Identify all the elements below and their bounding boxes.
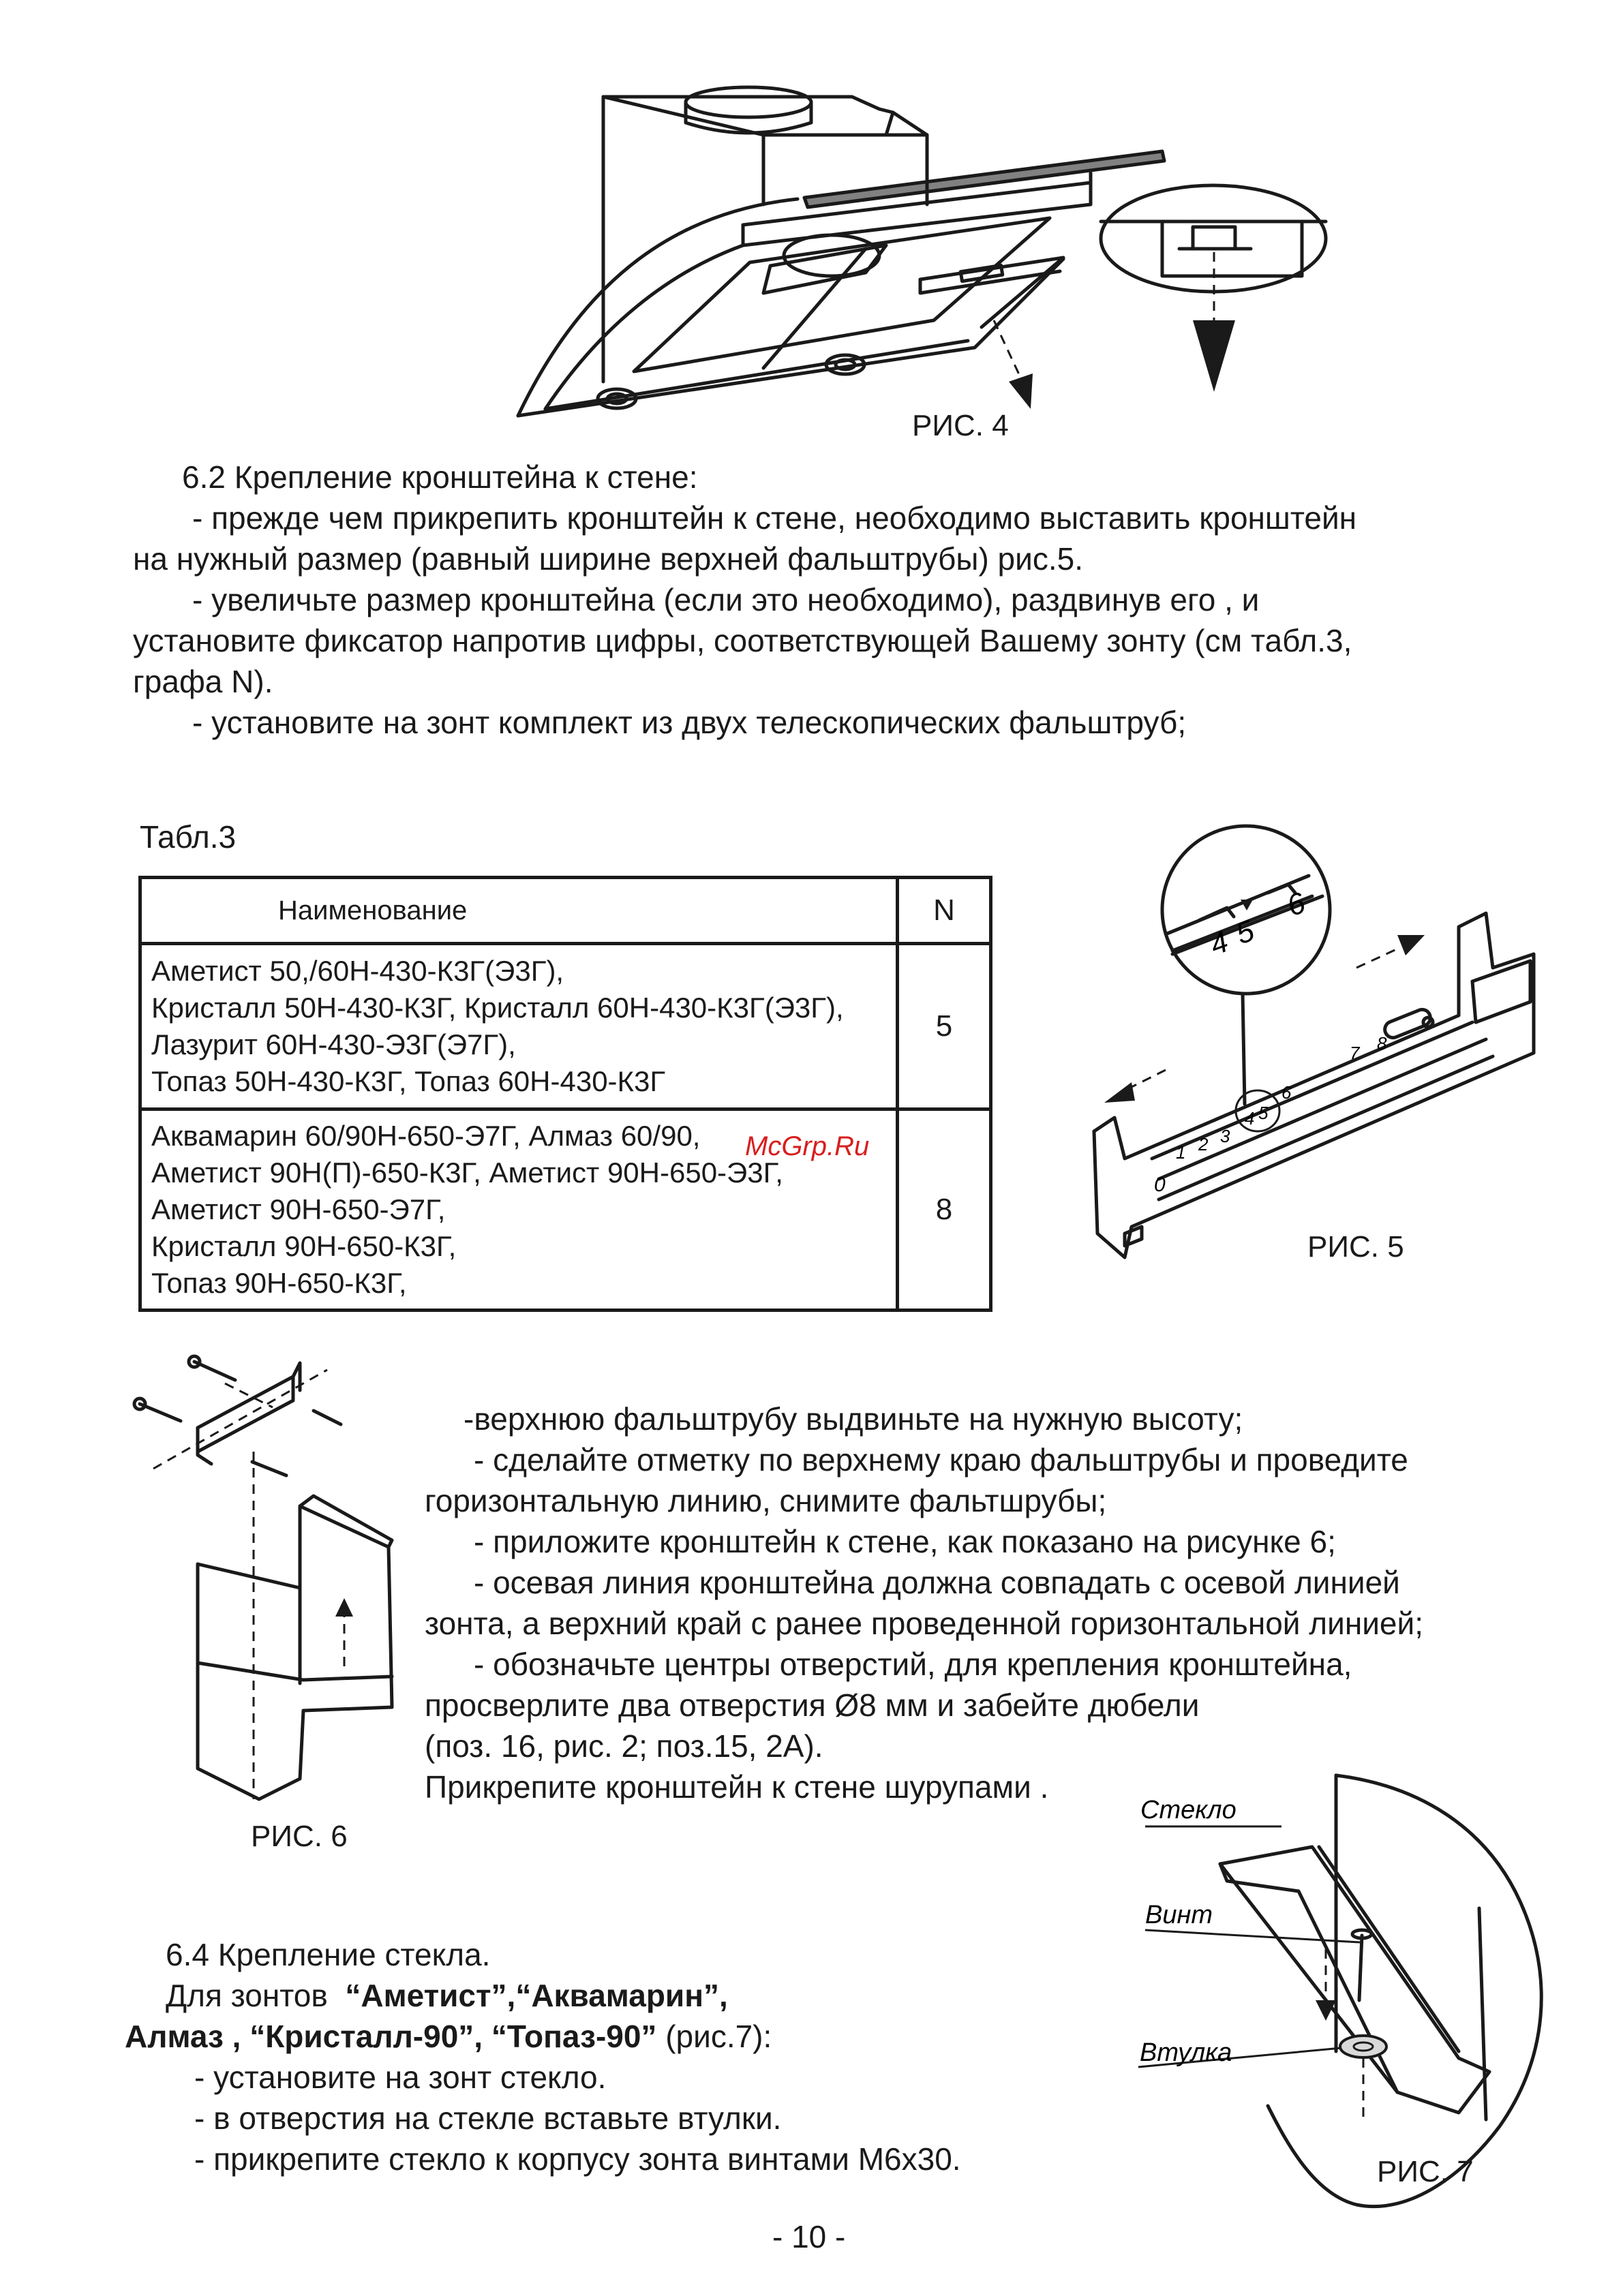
section-6-4-step-1: - установите на зонт стекло. xyxy=(194,2060,607,2095)
fig5-scale-digit-4: 4 xyxy=(1245,1108,1255,1129)
row-1-name-1: Аметист 50,/60Н-430-К3Г(Э3Г), xyxy=(151,955,564,987)
row-2-name-1: Аквамарин 60/90Н-650-Э7Г, Алмаз 60/90, xyxy=(151,1120,701,1152)
section-6-3-line-2: - сделайте отметку по верхнему краю фальштрубы и проведите xyxy=(474,1442,1408,1478)
section-6-4-models xyxy=(125,2016,772,2057)
section-6-4-step-3: - прикрепите стекло к корпусу зонта винтами М6х30. xyxy=(194,2141,961,2177)
fig7-label-glass: Стекло xyxy=(1140,1796,1237,1824)
section-6-3-line-6: зонта, а верхний край с ранее проведенной горизонтальной линией; xyxy=(425,1606,1423,1641)
fig5-scale-digit-2: 2 xyxy=(1198,1134,1209,1154)
section-6-2-line-4: установите фиксатор напротив цифры, соответствующей Вашему зонту (см табл.3, xyxy=(133,623,1352,658)
table-3-caption: Табл.3 xyxy=(140,819,237,855)
section-6-2-line-6: - установите на зонт комплект из двух телескопических фальштруб; xyxy=(192,705,1187,740)
section-6-4-step-2: - в отверстия на стекле вставьте втулки. xyxy=(194,2100,782,2136)
page-number: - 10 - xyxy=(772,2219,846,2254)
section-6-3-line-9: (поз. 16, рис. 2; поз.15, 2А). xyxy=(425,1728,823,1764)
section-6-4-title: 6.4 Крепление стекла. xyxy=(166,1937,491,1972)
section-6-2-line-2: на нужный размер (равный ширине верхней фальштрубы) рис.5. xyxy=(133,541,1083,577)
section-6-3-line-7: - обозначьте центры отверстий, для крепления кронштейна, xyxy=(474,1647,1352,1682)
fig5-scale-digit-7: 7 xyxy=(1350,1043,1360,1063)
row-1-name-4: Топаз 50Н-430-К3Г, Топаз 60Н-430-К3Г xyxy=(151,1065,666,1097)
section-6-2-line-3: - увеличьте размер кронштейна (если это необходимо), раздвинув его , и xyxy=(192,582,1260,617)
fig5-scale-digit-3: 3 xyxy=(1220,1126,1230,1146)
section-6-3-line-5: - осевая линия кронштейна должна совпадать с осевой линией xyxy=(474,1565,1400,1600)
fig5-scale-digit-8: 8 xyxy=(1377,1033,1387,1054)
intro-prefix: Для зонтов xyxy=(166,1978,328,2013)
section-6-2-title: 6.2 Крепление кронштейна к стене: xyxy=(182,459,698,495)
fig5-zoom-digit-4: 4 xyxy=(1205,924,1233,962)
fig5-scale-digit-0: 0 xyxy=(1154,1174,1166,1196)
fig5-scale-digit-6: 6 xyxy=(1281,1082,1292,1103)
row-2-name-4: Кристалл 90Н-650-К3Г, xyxy=(151,1230,457,1262)
fig7-label-bushing: Втулка xyxy=(1140,2038,1232,2067)
row-2-name-3: Аметист 90Н-650-Э7Г, xyxy=(151,1193,446,1225)
row-1-n: 5 xyxy=(898,944,991,1109)
figure-6-caption: РИС. 6 xyxy=(251,1820,348,1853)
row-2-name-2: Аметист 90Н(П)-650-К3Г, Аметист 90Н-650-Э3Г, xyxy=(151,1157,783,1189)
section-6-3-line-10: Прикрепите кронштейн к стене шурупами . xyxy=(425,1769,1049,1805)
row-1-name-3: Лазурит 60Н-430-Э3Г(Э7Г), xyxy=(151,1028,516,1060)
intro-models-line-2: Алмаз , “Кристалл-90”, “Топаз-90” xyxy=(125,2019,657,2054)
row-2-n: 8 xyxy=(898,1109,991,1311)
section-6-2-line-5: графа N). xyxy=(133,664,273,699)
header-name: Наименование xyxy=(140,878,898,944)
header-n: N xyxy=(898,878,991,944)
section-6-2-line-1: - прежде чем прикрепить кронштейн к стене, необходимо выставить кронштейн xyxy=(192,500,1357,536)
fig5-scale-digit-1: 1 xyxy=(1176,1142,1186,1163)
row-1-name-2: Кристалл 50Н-430-К3Г, Кристалл 60Н-430-К3Г(Э3Г), xyxy=(151,992,844,1024)
figure-4-caption: РИС. 4 xyxy=(912,409,1009,442)
section-6-3-line-1: -верхнюю фальштрубу выдвиньте на нужную высоту; xyxy=(464,1401,1243,1437)
figure-5-caption: РИС. 5 xyxy=(1307,1230,1404,1264)
section-6-3-line-8: просверлите два отверстия Ø8 мм и забейте дюбели xyxy=(425,1687,1200,1723)
fig5-zoom-digit-5: 5 xyxy=(1231,913,1259,951)
section-6-3-line-4: - приложите кронштейн к стене, как показано на рисунке 6; xyxy=(474,1524,1336,1559)
intro-ref: (рис.7): xyxy=(665,2019,772,2054)
fig5-scale-digit-5: 5 xyxy=(1258,1103,1269,1123)
fig7-label-screw: Винт xyxy=(1145,1901,1213,1929)
fig5-zoom-digit-6: 6 xyxy=(1282,885,1310,923)
watermark: McGrp.Ru xyxy=(745,1131,870,1161)
section-6-3-line-3: горизонтальную линию, снимите фальтшрубы; xyxy=(425,1483,1107,1518)
intro-models-line-1: “Аметист”,“Аквамарин”, xyxy=(345,1978,728,2013)
row-2-name-5: Топаз 90Н-650-К3Г, xyxy=(151,1267,407,1299)
figure-7-caption: РИС. 7 xyxy=(1377,2155,1474,2188)
section-6-4-intro xyxy=(166,1975,728,2016)
